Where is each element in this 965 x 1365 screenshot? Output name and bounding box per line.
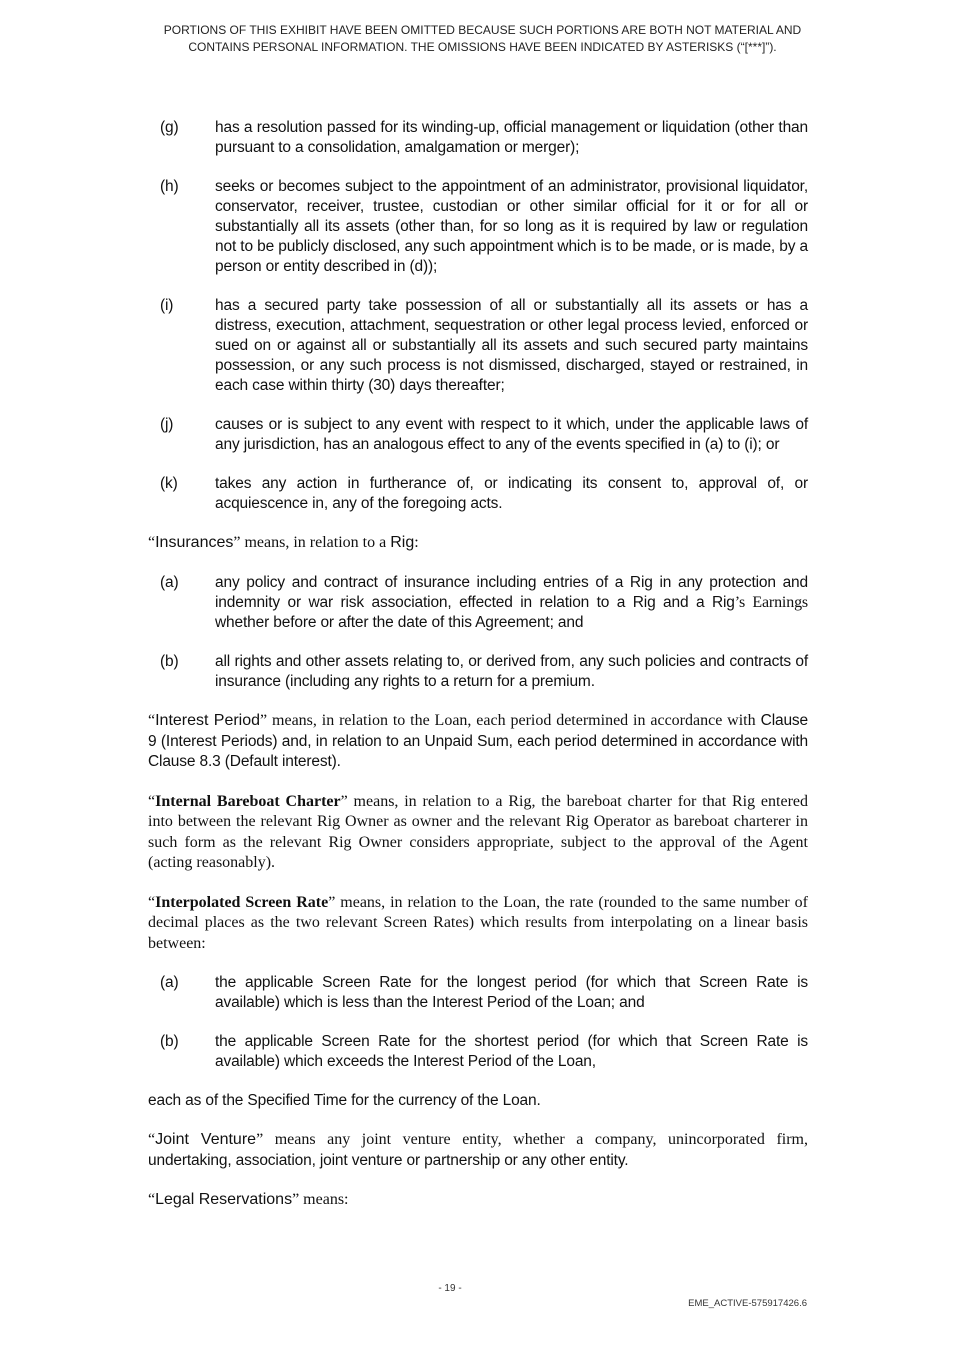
document-body [148,118,808,1230]
item-label: (a) [160,573,179,591]
list-item [148,1032,808,1072]
item-label: (h) [160,178,179,195]
list-item: (a) any policy and contract of insurance including entries of a Rig in any protection and indemnity or war risk association, effected in relation to a Rig and a Rig’s Earnings whether before or after the date of this Agreement; and [160,573,808,631]
list-item [148,973,808,1013]
defined-term: Insurances [155,534,234,551]
item-text: causes or is subject to any event with respect to it which, under the applicable laws of any jurisdiction, has an analogous effect to any of the events specified in (a) to (i); or [215,416,808,453]
item-text: all rights and other assets relating to, or derived from, any such policies and contracts of insurance (including any rights to a return for a premium. [215,653,808,690]
item-text: the applicable Screen Rate for the longest period (for which that Screen Rate is available) which is less than the Interest Period of the Loan; and [215,974,808,1011]
definition-internal-bareboat-charter: “Internal Bareboat Charter” means, in relation to a Rig, the bareboat charter for that Rig entered into between the relevant Rig Owner as owner and the relevant Rig Operator as bareboat charterer in such form as the relevant Rig Owner considers appropriate, subject to the approval of the Agent (acting reasonably). [148,792,809,871]
item-text: has a secured party take possession of all or substantially all its assets or has a distress, execution, attachment, sequestration or other legal process levied, enforced or sued on or against all or substantially all its assets and such secured party maintains possession, or any such process is not dismissed, discharged, stayed or restrained, in each case within thirty (30) days thereafter; [215,297,808,394]
definition-legal-reservations: “Legal Reservations” means: [148,1191,349,1208]
item-text: the applicable Screen Rate for the shortest period (for which that Screen Rate is available) which exceeds the Interest Period of the Loan, [215,1033,808,1070]
insolvency-list [148,118,808,514]
item-label: (i) [160,297,174,314]
definition-insurances: “Insurances” means, in relation to a Rig: [148,534,419,551]
defined-term: Internal Bareboat Charter [155,792,341,810]
confidentiality-header [120,22,845,56]
item-label: (a) [160,974,179,991]
interpolated-closing: each as of the Specified Time for the currency of the Loan. [148,1092,541,1109]
item-label: (k) [160,475,178,492]
defined-term: Legal Reservations [155,1191,293,1208]
document-reference: EME_ACTIVE-575917426.6 [688,1298,807,1309]
item-label: (b) [160,653,179,670]
item-label: (j) [160,416,174,433]
item-text: has a resolution passed for its winding-up, official management or liquidation (other than pursuant to a consolidation, amalgamation or merger); [215,119,808,156]
header-line-2: CONTAINS PERSONAL INFORMATION. THE OMISSIONS HAVE BEEN INDICATED BY ASTERISKS (“[***]”). [188,40,777,54]
definition-interest-period: “Interest Period” means, in relation to the Loan, each period determined in accordance with Clause 9 (Interest Periods) and, in relation to an Unpaid Sum, each period determined in accordance with Clause 8.3 (Default interest). [148,712,808,770]
list-item [148,296,808,396]
item-text: seeks or becomes subject to the appointment of an administrator, provisional liquidator, conservator, receiver, trustee, custodian or other similar official for it or for all or substantially all its assets (other than, for so long as it is required by law or regulation not to be publicly disclosed, any such appointment which is to be made, or is made, by a person or entity described in (d)); [215,178,808,275]
list-item [148,118,808,158]
defined-term: Interest Period [155,712,261,729]
item-label: (g) [160,119,179,136]
header-line-1: PORTIONS OF THIS EXHIBIT HAVE BEEN OMITTED BECAUSE SUCH PORTIONS ARE BOTH NOT MATERIAL AND [163,23,802,37]
definition-joint-venture: “Joint Venture” means any joint venture entity, whether a company, unincorporated firm, undertaking, association, joint venture or partnership or any other entity. [148,1131,808,1169]
list-item [148,415,808,455]
list-item [148,177,808,277]
list-item [148,474,808,514]
item-label: (b) [160,1033,179,1050]
definition-interpolated-screen-rate: “Interpolated Screen Rate” means, in relation to the Loan, the rate (rounded to the same number of decimal places as the two relevant Screen Rates) which results from interpolating on a linear basis between: [148,893,808,952]
page-number: - 19 - [438,1283,462,1294]
defined-term: Interpolated Screen Rate [155,893,329,911]
item-text: takes any action in furtherance of, or indicating its consent to, approval of, or acquiescence in, any of the foregoing acts. [215,475,808,512]
defined-term: Joint Venture [155,1131,257,1148]
list-item [148,652,808,692]
